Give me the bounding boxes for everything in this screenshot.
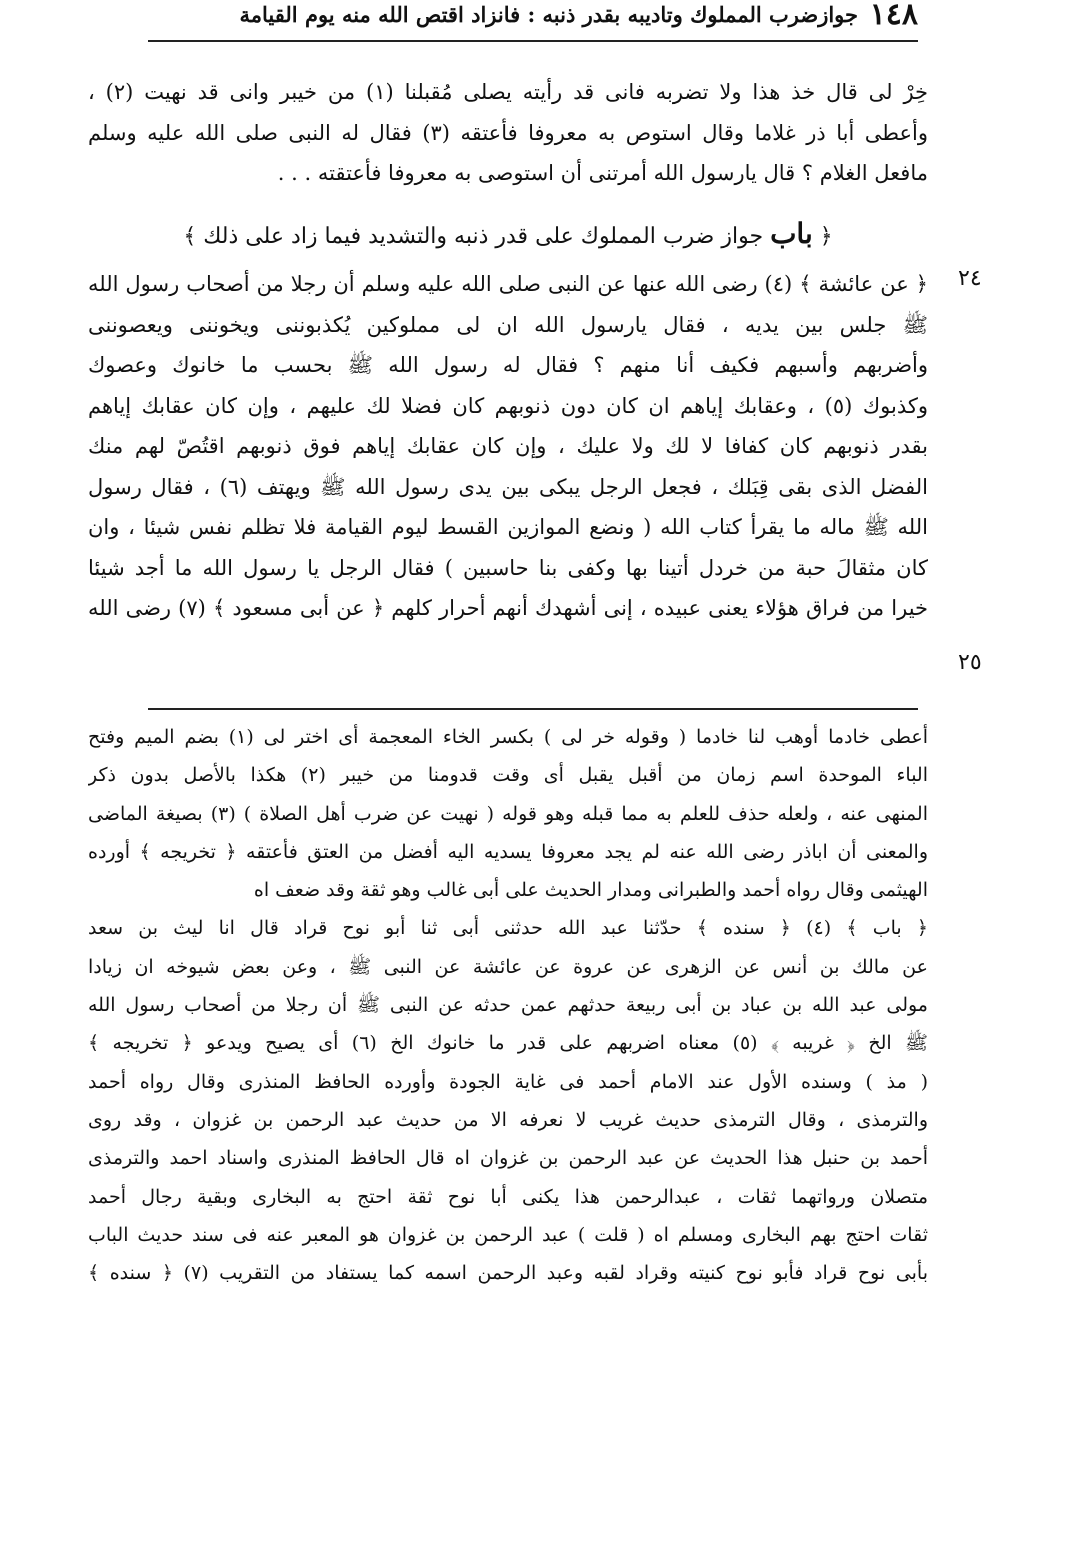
text-line: كان مثقالَ حبة من خردل أتينا بها وكفى بنا حاسبين ) فقال الرجل يا رسول الله ما أجد شيئا <box>88 555 928 580</box>
text-line: وكذبوك (٥) ، وعقابك إياهم ان كان دون ذنوبهم كان فضلا لك عليهم ، وإن كان عقابك إياهم <box>88 393 928 418</box>
text-line: الفضل الذى بقى قِبَلك ، فجعل الرجل يبكى بين يدى رسول الله ﷺ ويهتف (٦) ، فقال رسول <box>88 474 928 499</box>
footnote-line: متصلان ورواتهما ثقات ، عبدالرحمن هذا يكنى أبا نوح ثقة احتج به البخارى وبقية رجال أحمد <box>88 1185 928 1208</box>
footnote-line: والمعنى أن اباذر رضى الله عنه لم يجد معروفا يسديه اليه أفضل من العتق فأعتقه ﴿ تخريجه ﴾ أورده <box>88 840 928 863</box>
footnote-line: ( مذ ) وسنده الأول عند الامام أحمد فى غاية الجودة وأورده الحافظ المنذرى وقال رواه أحمد <box>88 1070 928 1093</box>
chapter-heading <box>88 212 928 256</box>
text-line: خيرا من فراق هؤلاء يعنى عبيده ، إنى أشهدك أنهم أحرار كلهم ﴿ عن أبى مسعود ﴾ (٧) رضى الله <box>88 596 928 620</box>
text-line: وأعطى أبا ذر غلاما وقال استوص به معروفا فأعتقه (٣) فقال له النبى صلى الله عليه وسلم <box>88 120 928 145</box>
footnote-line: ثقات احتج بهم البخارى ومسلم اه ( قلت ) عبد الرحمن بن غزوان هو المعبر عنه فى سند حديث الباب <box>88 1223 928 1246</box>
footnote-line: الهيثمى وقال رواه أحمد والطبرانى ومدار الحديث على أبى غالب وهو ثقة وقد ضعف اه <box>253 879 928 902</box>
text-line: مافعل الغلام ؟ قال يارسول الله أمرتنى أن استوصى به معروفا فأعتقته . . . <box>277 161 928 185</box>
footnote-line: مولى عبد الله بن عباد بن أبى ربيعة حدثهم عمن حدثه عن النبى ﷺ أن رجلا من أصحاب رسول الله <box>88 994 928 1017</box>
footnote-line: عن مالك بن أنس عن الزهرى عن عروة عن عائشة عن النبى ﷺ ، وعن بعض شيوخه ان زيادا <box>88 955 928 978</box>
page-number: ١٤٨ <box>869 0 918 32</box>
footnote-line: ﴿ باب ﴾ (٤) ﴿ سنده ﴾ حدّثنا عبد الله حدثنى أبى ثنا أبو نوح قراد قال انا ليث بن سعد <box>88 917 928 940</box>
hadith-number: ٢٤ <box>958 266 982 291</box>
main-text-top <box>88 72 928 194</box>
text-line: ﴿ عن عائشة ﴾ (٤) رضى الله عنها عن النبى صلى الله عليه وسلم أن رجلا من أصحاب رسول الله <box>88 272 928 296</box>
footnotes <box>88 718 928 1292</box>
footnote-line: أعطى خادما أوهب لنا خادما ( وقوله خر لى ) بكسر الخاء المعجمة أى اختر لى (١) بضم الميم وفتح <box>88 726 928 748</box>
page-header <box>148 0 918 34</box>
heading-title: جواز ضرب المملوك على قدر ذنبه والتشديد فيما زاد على ذلك <box>203 224 764 249</box>
text-line: وأضربهم وأسبهم فكيف أنا منهم ؟ فقال له رسول الله ﷺ بحسب ما خانوك وعصوك <box>88 353 928 377</box>
header-rule <box>148 40 918 42</box>
footnote-line: والترمذى ، وقال الترمذى حديث غريب لا نعرفه الا من حديث عبد الرحمن بن غزوان ، وقد روى <box>88 1108 928 1131</box>
footnote-line: الباء الموحدة اسم زمان من أقبل يقبل أى وقت قدومنا من خيبر (٢) هكذا بالأصل بدون ذكر <box>88 764 928 787</box>
footnote-line: بأبى نوح قراد فأبو نوح كنيته وقراد لقبه وعبد الرحمن اسمه كما يستفاد من التقريب (٧) ﴿ سنده ﴾ <box>88 1262 928 1285</box>
heading-bracket-open: ﴿ <box>819 224 833 249</box>
text-line: ﷺ جلس بين يديه ، فقال يارسول الله ان لى مملوكين يُكذبوننى ويخوننى ويعصوننى <box>88 312 928 337</box>
footnote-line: أحمد بن حنبل هذا الحديث عن عبد الرحمن بن غزوان اه قال الحافظ المنذرى واسناد احمد والترمذى <box>88 1147 928 1170</box>
footnote-line: المنهى عنه ، ولعله حذف للعلم به مما قبله وهو قوله ( نهيت عن ضرب أهل الصلاة ) (٣) بصيغة الماضى <box>88 802 928 825</box>
heading-bracket-close: ﴾ <box>183 224 197 249</box>
heading-bab-word: باب <box>770 217 813 250</box>
text-line: خِرْ لى قال خذ هذا ولا تضربه فانى قد رأيته يصلى مُقبلنا (١) من خيبر وانى قد نهيت (٢) ، <box>88 80 928 104</box>
text-line: الله ﷺ ماله ما يقرأ كتاب الله ( ونضع الموازين القسط ليوم القيامة فلا تظلم نفس شيئا ، وان <box>88 515 928 539</box>
footnote-line: ﷺ الخ ﴿ غريبه ﴾ (٥) معناه اضربهم على قدر ما خانوك الخ (٦) أى يصيح ويدعو ﴿ تخريجه ﴾ <box>88 1032 928 1055</box>
hadith-number: ٢٥ <box>958 650 982 675</box>
text-line: بقدر ذنوبهم كان كفافا لا لك ولا عليك ، وإن كان عقابك إياهم فوق ذنوبهم اقتُصّ لهم منك <box>88 434 928 458</box>
main-text-hadith <box>88 264 928 629</box>
footnote-rule <box>148 708 918 710</box>
running-title: جوازضرب المملوك وتاديبه بقدر ذنبه : فانزاد اقتص الله منه يوم القيامة <box>239 2 858 27</box>
